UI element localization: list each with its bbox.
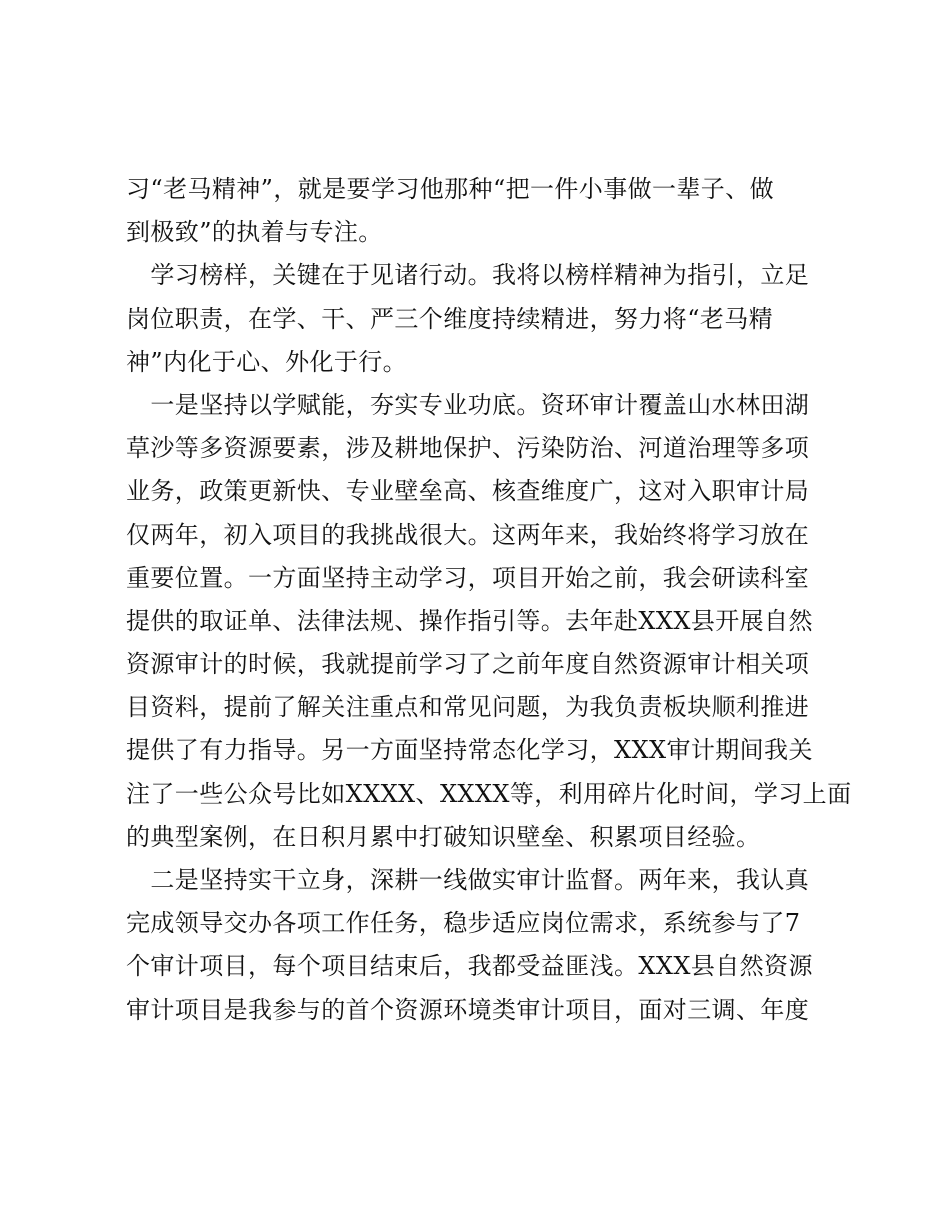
text-line: 到极致”的执着与专注。 [126,218,383,247]
text-line: 学习榜样，关键在于见诸行动。我将以榜样精神为指引，立足 [126,261,810,290]
text-line: 重要位置。一方面坚持主动学习，项目开始之前，我会研读科室 [126,563,810,592]
text-line: 岗位职责，在学、干、严三个维度持续精进，努力将“老马精 [126,304,774,333]
text-line: 习“老马精神”，就是要学习他那种“把一件小事做一辈子、做 [126,175,775,203]
text-line: 提供的取证单、法律法规、操作指引等。去年赴XXX县开展自然 [126,606,813,635]
text-line: 审计项目是我参与的首个资源环境类审计项目，面对三调、年度 [126,995,810,1024]
document-body [126,168,852,1032]
text-line: 二是坚持实干立身，深耕一线做实审计监督。两年来，我认真 [126,866,810,894]
text-line: 个审计项目，每个项目结束后，我都受益匪浅。XXX县自然资源 [126,952,813,981]
text-line: 资源审计的时候，我就提前学习了之前年度自然资源审计相关项 [126,650,810,679]
text-line: 注了一些公众号比如XXXX、XXXX等，利用碎片化时间，学习上面 [126,779,852,808]
text-line: 提供了有力指导。另一方面坚持常态化学习，XXX审计期间我关 [126,736,813,765]
text-line: 目资料，提前了解关注重点和常见问题，为我负责板块顺利推进 [126,693,810,722]
text-line: 神”内化于心、外化于行。 [126,347,408,376]
text-line: 一是坚持以学赋能，夯实专业功底。资环审计覆盖山水林田湖 [126,390,810,419]
text-line: 完成领导交办各项工作任务，稳步适应岗位需求，系统参与了7 [126,909,801,938]
text-line: 草沙等多资源要素，涉及耕地保护、污染防治、河道治理等多项 [126,434,810,463]
text-line: 业务，政策更新快、专业壁垒高、核查维度广，这对入职审计局 [126,477,810,506]
text-line: 的典型案例，在日积月累中打破知识壁垒、积累项目经验。 [126,822,761,851]
text-line: 仅两年，初入项目的我挑战很大。这两年来，我始终将学习放在 [126,520,810,549]
